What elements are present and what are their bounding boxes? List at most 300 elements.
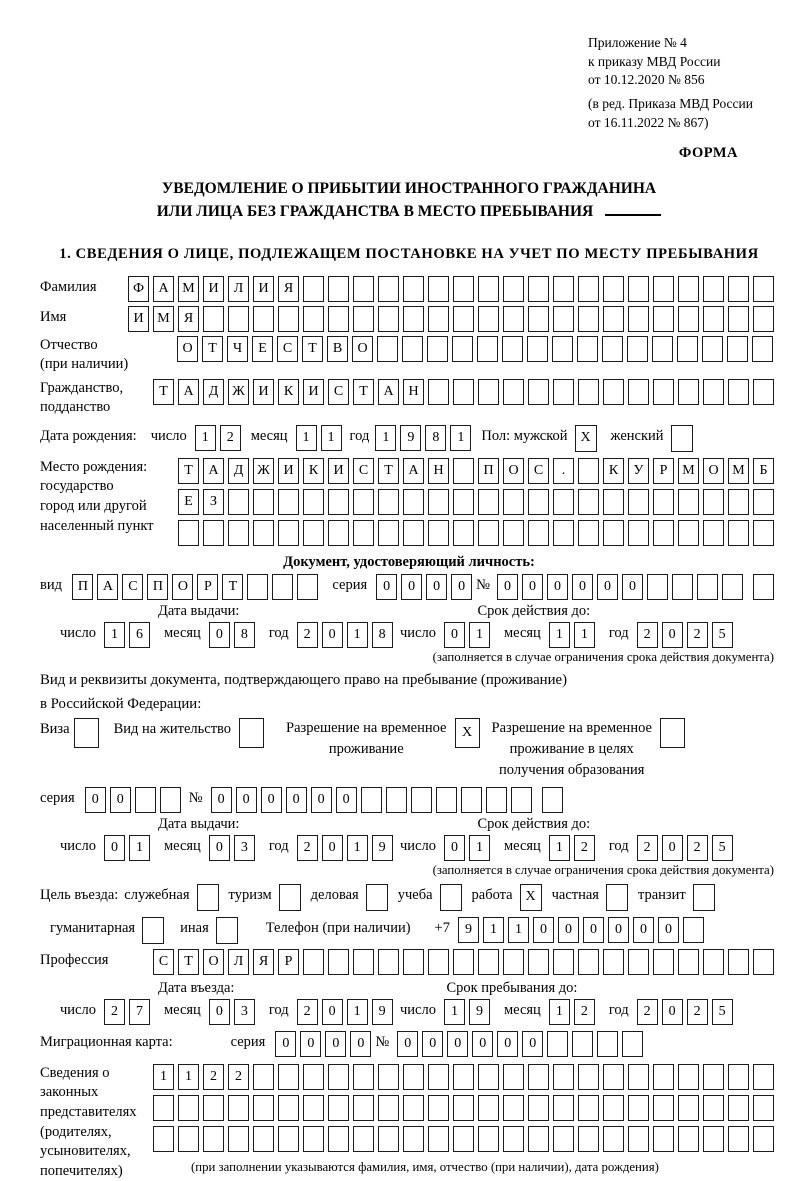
form-cell[interactable] xyxy=(703,520,724,546)
form-cell[interactable] xyxy=(403,949,424,975)
form-cell[interactable] xyxy=(553,276,574,302)
form-cell[interactable] xyxy=(728,276,749,302)
form-cell[interactable]: А xyxy=(153,276,174,302)
form-cell[interactable] xyxy=(678,1064,699,1090)
form-cell[interactable]: 0 xyxy=(572,574,593,600)
form-cell[interactable]: М xyxy=(728,458,749,484)
form-cell[interactable] xyxy=(402,336,423,362)
purpose-business-checkbox[interactable] xyxy=(197,884,219,911)
form-cell[interactable] xyxy=(528,1095,549,1121)
form-cell[interactable] xyxy=(297,574,318,600)
form-cell[interactable]: 0 xyxy=(608,917,629,943)
form-cell[interactable] xyxy=(753,1126,774,1152)
form-cell[interactable]: 0 xyxy=(110,787,131,813)
form-cell[interactable]: 2 xyxy=(574,835,595,861)
form-cell[interactable] xyxy=(728,1064,749,1090)
form-cell[interactable]: 1 xyxy=(321,425,342,451)
form-cell[interactable] xyxy=(328,489,349,515)
form-cell[interactable]: 0 xyxy=(209,999,230,1025)
form-cell[interactable]: Н xyxy=(428,458,449,484)
form-cell[interactable] xyxy=(403,1064,424,1090)
form-cell[interactable] xyxy=(528,1064,549,1090)
form-cell[interactable] xyxy=(678,1095,699,1121)
form-cell[interactable] xyxy=(528,1126,549,1152)
form-cell[interactable] xyxy=(697,574,718,600)
form-cell[interactable] xyxy=(703,1126,724,1152)
form-cell[interactable] xyxy=(303,520,324,546)
form-cell[interactable]: Е xyxy=(252,336,273,362)
form-cell[interactable]: 0 xyxy=(662,835,683,861)
purpose-study-checkbox[interactable] xyxy=(440,884,462,911)
form-cell[interactable] xyxy=(503,379,524,405)
form-cell[interactable]: 0 xyxy=(622,574,643,600)
form-cell[interactable] xyxy=(647,574,668,600)
form-cell[interactable]: 3 xyxy=(234,835,255,861)
form-cell[interactable]: Л xyxy=(228,949,249,975)
form-cell[interactable] xyxy=(428,949,449,975)
form-cell[interactable] xyxy=(278,1095,299,1121)
form-cell[interactable] xyxy=(403,276,424,302)
form-cell[interactable]: 2 xyxy=(228,1064,249,1090)
form-cell[interactable]: 6 xyxy=(129,622,150,648)
form-cell[interactable]: 2 xyxy=(203,1064,224,1090)
form-cell[interactable] xyxy=(353,1095,374,1121)
form-cell[interactable]: 0 xyxy=(583,917,604,943)
form-cell[interactable]: В xyxy=(327,336,348,362)
form-cell[interactable]: 0 xyxy=(275,1031,296,1057)
form-cell[interactable] xyxy=(628,379,649,405)
form-cell[interactable] xyxy=(628,520,649,546)
form-cell[interactable] xyxy=(160,787,181,813)
form-cell[interactable] xyxy=(377,336,398,362)
form-cell[interactable]: М xyxy=(153,306,174,332)
form-cell[interactable]: Я xyxy=(253,949,274,975)
form-cell[interactable]: 2 xyxy=(687,835,708,861)
form-cell[interactable]: 0 xyxy=(300,1031,321,1057)
form-cell[interactable]: 1 xyxy=(549,835,570,861)
form-cell[interactable] xyxy=(722,574,743,600)
form-cell[interactable]: Ч xyxy=(227,336,248,362)
form-cell[interactable]: 0 xyxy=(311,787,332,813)
form-cell[interactable]: И xyxy=(128,306,149,332)
form-cell[interactable] xyxy=(203,1095,224,1121)
form-cell[interactable]: 5 xyxy=(712,835,733,861)
form-cell[interactable]: С xyxy=(153,949,174,975)
form-cell[interactable]: О xyxy=(352,336,373,362)
form-cell[interactable] xyxy=(328,276,349,302)
form-cell[interactable]: 0 xyxy=(633,917,654,943)
form-cell[interactable] xyxy=(703,276,724,302)
form-cell[interactable]: А xyxy=(203,458,224,484)
form-cell[interactable]: 1 xyxy=(296,425,317,451)
form-cell[interactable] xyxy=(753,489,774,515)
form-cell[interactable] xyxy=(503,1064,524,1090)
form-cell[interactable] xyxy=(453,458,474,484)
form-cell[interactable]: Ф xyxy=(128,276,149,302)
form-cell[interactable] xyxy=(553,306,574,332)
form-cell[interactable]: Т xyxy=(178,458,199,484)
form-cell[interactable] xyxy=(428,379,449,405)
form-cell[interactable] xyxy=(547,1031,568,1057)
form-cell[interactable] xyxy=(353,1126,374,1152)
form-cell[interactable]: С xyxy=(353,458,374,484)
form-cell[interactable]: М xyxy=(178,276,199,302)
form-cell[interactable] xyxy=(678,379,699,405)
form-cell[interactable]: Д xyxy=(228,458,249,484)
form-cell[interactable] xyxy=(602,336,623,362)
form-cell[interactable]: 0 xyxy=(401,574,422,600)
form-cell[interactable] xyxy=(603,1095,624,1121)
form-cell[interactable] xyxy=(728,1095,749,1121)
form-cell[interactable] xyxy=(503,306,524,332)
form-cell[interactable] xyxy=(678,276,699,302)
form-cell[interactable] xyxy=(428,276,449,302)
form-cell[interactable]: 9 xyxy=(372,835,393,861)
form-cell[interactable]: 9 xyxy=(469,999,490,1025)
form-cell[interactable] xyxy=(678,489,699,515)
form-cell[interactable]: И xyxy=(253,276,274,302)
form-cell[interactable]: 0 xyxy=(261,787,282,813)
form-cell[interactable] xyxy=(203,520,224,546)
form-cell[interactable] xyxy=(386,787,407,813)
form-cell[interactable]: 2 xyxy=(297,835,318,861)
form-cell[interactable] xyxy=(603,379,624,405)
form-cell[interactable] xyxy=(578,379,599,405)
form-cell[interactable] xyxy=(378,1126,399,1152)
form-cell[interactable] xyxy=(578,489,599,515)
form-cell[interactable] xyxy=(403,520,424,546)
form-cell[interactable] xyxy=(753,1095,774,1121)
form-cell[interactable] xyxy=(528,306,549,332)
form-cell[interactable]: К xyxy=(278,379,299,405)
form-cell[interactable] xyxy=(578,1064,599,1090)
form-cell[interactable] xyxy=(603,1126,624,1152)
form-cell[interactable] xyxy=(597,1031,618,1057)
form-cell[interactable] xyxy=(378,949,399,975)
form-cell[interactable]: 0 xyxy=(209,835,230,861)
form-cell[interactable] xyxy=(542,787,563,813)
form-cell[interactable]: 8 xyxy=(234,622,255,648)
form-cell[interactable]: 0 xyxy=(325,1031,346,1057)
form-cell[interactable] xyxy=(577,336,598,362)
form-cell[interactable] xyxy=(503,489,524,515)
form-cell[interactable] xyxy=(303,1126,324,1152)
form-cell[interactable] xyxy=(353,949,374,975)
form-cell[interactable] xyxy=(511,787,532,813)
form-cell[interactable]: 2 xyxy=(297,999,318,1025)
form-cell[interactable] xyxy=(653,489,674,515)
form-cell[interactable]: 0 xyxy=(209,622,230,648)
sex-male-checkbox[interactable]: X xyxy=(575,425,597,452)
form-cell[interactable] xyxy=(628,1126,649,1152)
form-cell[interactable] xyxy=(452,336,473,362)
form-cell[interactable] xyxy=(328,949,349,975)
form-cell[interactable]: 5 xyxy=(712,622,733,648)
form-cell[interactable] xyxy=(253,306,274,332)
form-cell[interactable] xyxy=(728,489,749,515)
form-cell[interactable] xyxy=(683,917,704,943)
form-cell[interactable]: Е xyxy=(178,489,199,515)
form-cell[interactable]: 0 xyxy=(322,999,343,1025)
form-cell[interactable]: 2 xyxy=(297,622,318,648)
form-cell[interactable] xyxy=(303,306,324,332)
form-cell[interactable] xyxy=(678,1126,699,1152)
form-cell[interactable]: 1 xyxy=(469,835,490,861)
form-cell[interactable]: А xyxy=(403,458,424,484)
form-cell[interactable]: . xyxy=(553,458,574,484)
form-cell[interactable] xyxy=(553,1064,574,1090)
form-cell[interactable]: Ж xyxy=(228,379,249,405)
form-cell[interactable] xyxy=(303,949,324,975)
form-cell[interactable] xyxy=(628,276,649,302)
purpose-private-checkbox[interactable] xyxy=(606,884,628,911)
form-cell[interactable] xyxy=(728,520,749,546)
form-cell[interactable] xyxy=(303,1064,324,1090)
form-cell[interactable] xyxy=(622,1031,643,1057)
form-cell[interactable]: 0 xyxy=(662,999,683,1025)
form-cell[interactable] xyxy=(752,336,773,362)
form-cell[interactable] xyxy=(278,1126,299,1152)
form-cell[interactable]: 5 xyxy=(712,999,733,1025)
form-cell[interactable]: 1 xyxy=(508,917,529,943)
form-cell[interactable]: 1 xyxy=(153,1064,174,1090)
form-cell[interactable] xyxy=(628,489,649,515)
form-cell[interactable]: Т xyxy=(202,336,223,362)
form-cell[interactable] xyxy=(478,1126,499,1152)
form-cell[interactable]: 9 xyxy=(458,917,479,943)
form-cell[interactable] xyxy=(253,520,274,546)
form-cell[interactable]: 7 xyxy=(129,999,150,1025)
form-cell[interactable] xyxy=(478,1064,499,1090)
form-cell[interactable]: Р xyxy=(278,949,299,975)
form-cell[interactable] xyxy=(453,1064,474,1090)
form-cell[interactable] xyxy=(478,1095,499,1121)
form-cell[interactable] xyxy=(453,276,474,302)
form-cell[interactable]: 1 xyxy=(444,999,465,1025)
form-cell[interactable] xyxy=(428,520,449,546)
form-cell[interactable]: З xyxy=(203,489,224,515)
form-cell[interactable]: 0 xyxy=(547,574,568,600)
form-cell[interactable] xyxy=(753,379,774,405)
form-cell[interactable]: 1 xyxy=(574,622,595,648)
form-cell[interactable]: 0 xyxy=(522,1031,543,1057)
form-cell[interactable] xyxy=(278,1064,299,1090)
form-cell[interactable] xyxy=(653,1064,674,1090)
form-cell[interactable] xyxy=(203,306,224,332)
form-cell[interactable]: 0 xyxy=(322,835,343,861)
form-cell[interactable] xyxy=(728,306,749,332)
form-cell[interactable]: П xyxy=(478,458,499,484)
form-cell[interactable]: К xyxy=(303,458,324,484)
form-cell[interactable] xyxy=(477,336,498,362)
form-cell[interactable]: 9 xyxy=(372,999,393,1025)
form-cell[interactable] xyxy=(253,1126,274,1152)
form-cell[interactable]: 0 xyxy=(211,787,232,813)
form-cell[interactable] xyxy=(653,1126,674,1152)
form-cell[interactable]: 1 xyxy=(347,835,368,861)
form-cell[interactable] xyxy=(427,336,448,362)
form-cell[interactable]: 0 xyxy=(336,787,357,813)
purpose-commercial-checkbox[interactable] xyxy=(366,884,388,911)
form-cell[interactable] xyxy=(228,1126,249,1152)
form-cell[interactable]: И xyxy=(203,276,224,302)
form-cell[interactable] xyxy=(378,489,399,515)
form-cell[interactable] xyxy=(503,949,524,975)
form-cell[interactable] xyxy=(727,336,748,362)
form-cell[interactable] xyxy=(461,787,482,813)
form-cell[interactable]: Т xyxy=(153,379,174,405)
form-cell[interactable] xyxy=(278,520,299,546)
form-cell[interactable]: 1 xyxy=(129,835,150,861)
form-cell[interactable] xyxy=(253,1095,274,1121)
form-cell[interactable] xyxy=(353,276,374,302)
form-cell[interactable]: И xyxy=(328,458,349,484)
form-cell[interactable] xyxy=(403,306,424,332)
form-cell[interactable]: 8 xyxy=(372,622,393,648)
form-cell[interactable]: 3 xyxy=(234,999,255,1025)
form-cell[interactable]: И xyxy=(253,379,274,405)
form-cell[interactable]: 2 xyxy=(687,622,708,648)
form-cell[interactable] xyxy=(603,520,624,546)
form-cell[interactable] xyxy=(503,520,524,546)
form-cell[interactable]: 0 xyxy=(444,622,465,648)
form-cell[interactable] xyxy=(553,1126,574,1152)
form-cell[interactable]: 0 xyxy=(85,787,106,813)
form-cell[interactable]: 0 xyxy=(422,1031,443,1057)
form-cell[interactable] xyxy=(178,1095,199,1121)
form-cell[interactable] xyxy=(553,1095,574,1121)
form-cell[interactable] xyxy=(247,574,268,600)
form-cell[interactable] xyxy=(353,520,374,546)
form-cell[interactable] xyxy=(528,379,549,405)
form-cell[interactable] xyxy=(428,1126,449,1152)
form-cell[interactable] xyxy=(528,520,549,546)
form-cell[interactable] xyxy=(353,1064,374,1090)
form-cell[interactable]: О xyxy=(177,336,198,362)
form-cell[interactable] xyxy=(353,306,374,332)
form-cell[interactable] xyxy=(453,489,474,515)
form-cell[interactable] xyxy=(428,1064,449,1090)
form-cell[interactable]: 1 xyxy=(178,1064,199,1090)
form-cell[interactable] xyxy=(627,336,648,362)
form-cell[interactable] xyxy=(678,949,699,975)
form-cell[interactable]: П xyxy=(147,574,168,600)
form-cell[interactable] xyxy=(653,306,674,332)
form-cell[interactable]: С xyxy=(277,336,298,362)
form-cell[interactable]: А xyxy=(178,379,199,405)
form-cell[interactable]: Р xyxy=(653,458,674,484)
form-cell[interactable] xyxy=(403,1126,424,1152)
form-cell[interactable]: 2 xyxy=(220,425,241,451)
form-cell[interactable] xyxy=(553,489,574,515)
form-cell[interactable]: 1 xyxy=(104,622,125,648)
form-cell[interactable] xyxy=(528,489,549,515)
form-cell[interactable] xyxy=(378,276,399,302)
form-cell[interactable]: Т xyxy=(178,949,199,975)
form-cell[interactable]: Р xyxy=(197,574,218,600)
form-cell[interactable] xyxy=(453,379,474,405)
form-cell[interactable]: 2 xyxy=(637,622,658,648)
form-cell[interactable] xyxy=(328,520,349,546)
form-cell[interactable] xyxy=(703,949,724,975)
form-cell[interactable] xyxy=(428,1095,449,1121)
form-cell[interactable] xyxy=(403,489,424,515)
form-cell[interactable] xyxy=(753,306,774,332)
form-cell[interactable] xyxy=(628,1095,649,1121)
form-cell[interactable]: 0 xyxy=(558,917,579,943)
form-cell[interactable] xyxy=(503,1126,524,1152)
form-cell[interactable]: 0 xyxy=(522,574,543,600)
form-cell[interactable]: Я xyxy=(278,276,299,302)
form-cell[interactable] xyxy=(628,949,649,975)
form-cell[interactable] xyxy=(702,336,723,362)
form-cell[interactable] xyxy=(135,787,156,813)
form-cell[interactable] xyxy=(272,574,293,600)
form-cell[interactable]: А xyxy=(97,574,118,600)
form-cell[interactable] xyxy=(653,520,674,546)
form-cell[interactable]: У xyxy=(628,458,649,484)
form-cell[interactable]: Т xyxy=(302,336,323,362)
form-cell[interactable] xyxy=(153,1126,174,1152)
residence-permit-checkbox[interactable] xyxy=(239,718,264,748)
form-cell[interactable] xyxy=(378,1064,399,1090)
form-cell[interactable] xyxy=(453,1095,474,1121)
form-cell[interactable] xyxy=(753,949,774,975)
form-cell[interactable] xyxy=(486,787,507,813)
form-cell[interactable] xyxy=(578,949,599,975)
form-cell[interactable]: А xyxy=(378,379,399,405)
form-cell[interactable]: 0 xyxy=(426,574,447,600)
form-cell[interactable] xyxy=(572,1031,593,1057)
form-cell[interactable]: 1 xyxy=(549,622,570,648)
form-cell[interactable]: 1 xyxy=(483,917,504,943)
form-cell[interactable] xyxy=(703,489,724,515)
form-cell[interactable]: М xyxy=(678,458,699,484)
form-cell[interactable] xyxy=(411,787,432,813)
form-cell[interactable]: Т xyxy=(378,458,399,484)
form-cell[interactable] xyxy=(203,1126,224,1152)
form-cell[interactable] xyxy=(378,1095,399,1121)
form-cell[interactable] xyxy=(303,276,324,302)
form-cell[interactable] xyxy=(578,1095,599,1121)
form-cell[interactable] xyxy=(728,949,749,975)
form-cell[interactable]: 0 xyxy=(104,835,125,861)
form-cell[interactable] xyxy=(603,949,624,975)
form-cell[interactable]: 0 xyxy=(350,1031,371,1057)
form-cell[interactable]: 2 xyxy=(104,999,125,1025)
form-cell[interactable] xyxy=(478,489,499,515)
form-cell[interactable] xyxy=(672,574,693,600)
form-cell[interactable]: Б xyxy=(753,458,774,484)
form-cell[interactable] xyxy=(753,276,774,302)
form-cell[interactable] xyxy=(228,520,249,546)
form-cell[interactable]: 0 xyxy=(497,574,518,600)
form-cell[interactable] xyxy=(578,276,599,302)
form-cell[interactable]: 0 xyxy=(597,574,618,600)
form-cell[interactable] xyxy=(478,949,499,975)
form-cell[interactable] xyxy=(436,787,457,813)
form-cell[interactable] xyxy=(703,379,724,405)
form-cell[interactable] xyxy=(478,520,499,546)
purpose-work-checkbox[interactable]: X xyxy=(520,884,542,911)
form-cell[interactable]: О xyxy=(172,574,193,600)
form-cell[interactable]: О xyxy=(503,458,524,484)
form-cell[interactable]: 0 xyxy=(286,787,307,813)
form-cell[interactable] xyxy=(228,306,249,332)
form-cell[interactable] xyxy=(428,306,449,332)
form-cell[interactable] xyxy=(628,306,649,332)
form-cell[interactable] xyxy=(628,1064,649,1090)
